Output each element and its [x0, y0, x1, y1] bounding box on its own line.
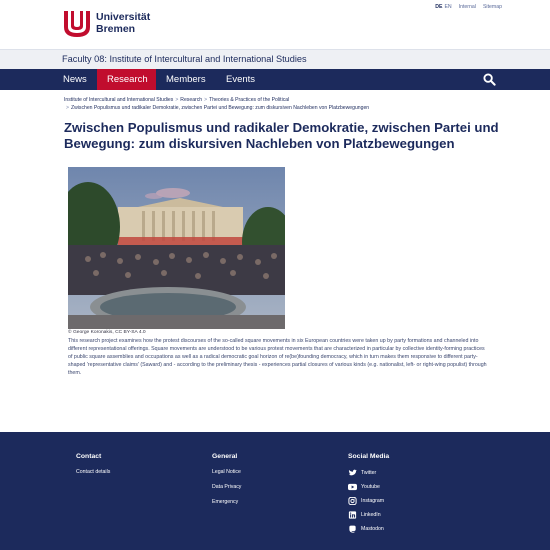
social-link-youtube[interactable] [348, 483, 389, 491]
sitemap-link[interactable]: Sitemap [482, 4, 502, 10]
social-link-twitter[interactable] [348, 469, 389, 477]
lang-en-link[interactable]: EN [444, 4, 452, 10]
breadcrumb-item[interactable]: Theories & Practices of the Political [209, 97, 290, 103]
lang-de-link[interactable]: DE [435, 4, 443, 10]
top-links [435, 4, 502, 10]
social-label: Youtube [361, 484, 380, 490]
footer-general-heading: General [212, 453, 238, 460]
social-link-mastodon[interactable] [348, 525, 389, 533]
youtube-icon [348, 483, 357, 491]
image-caption: © George Koronakis, CC BY-SA 4.0 [68, 330, 146, 335]
data-privacy-link[interactable]: Data Privacy [212, 484, 242, 490]
breadcrumb-current: Zwischen Populismus und radikaler Demokratie, zwischen Partei und Bewegung: zum diskursiven Nachleben von Platzbewegungen [70, 104, 370, 111]
language-switch [435, 4, 451, 10]
legal-notice-link[interactable]: Legal Notice [212, 469, 241, 475]
university-logo[interactable] [62, 9, 182, 43]
main-nav [0, 69, 550, 90]
mastodon-icon [348, 525, 357, 533]
search-icon[interactable] [483, 73, 496, 86]
footer-general [212, 453, 241, 514]
twitter-icon [348, 469, 357, 477]
footer-social [348, 453, 389, 539]
faculty-title[interactable]: Faculty 08: Institute of Intercultural and International Studies [62, 54, 307, 64]
internal-link[interactable]: Internal [458, 4, 476, 10]
linkedin-icon [348, 511, 357, 519]
breadcrumb-item[interactable]: Research [180, 97, 203, 103]
social-label: Mastodon [361, 526, 384, 532]
instagram-icon [348, 497, 357, 505]
site-header [0, 0, 550, 49]
emergency-link[interactable]: Emergency [212, 499, 239, 505]
project-photo [68, 167, 285, 329]
social-label: Twitter [361, 470, 377, 476]
logo-text-line1: Universität [96, 11, 151, 23]
social-link-linkedin[interactable] [348, 511, 389, 519]
footer-contact [76, 453, 110, 484]
nav-item-events[interactable]: Events [226, 74, 256, 85]
university-logo-icon [62, 9, 92, 39]
nav-item-members[interactable]: Members [166, 74, 206, 85]
project-description: This research project examines how the protest discourses of the so-called square movements in six European countries were taken up by party formations and channeled into different representational offerings. Square movements are understood to be various protest movements that are characterized in particular by collective identity-forming practices of public square assemblies and occupations as well as a radical democratic goal horizon of re(be)founding democracy, which in turn makes them responsive to different party-shaped 'representative claims' (Saward) and - according to the preliminary thesis - experiences partial closures of various kinds (e.g. nationalist, left- or right-wing populist) through them. [68, 338, 487, 376]
breadcrumb: Institute of Intercultural and International Studies > Research > Theories & Practices of the Political > Zwischen Populismus und radikaler Demokratie, zwischen Partei und Bewegung: zum diskursiven Nachleben von Platzbewegungen [64, 97, 370, 111]
square-protest-photo [68, 167, 285, 329]
page-title: Zwischen Populismus und radikaler Demokratie, zwischen Partei und Bewegung: zum diskursiven Nachleben von Platzbewegungen [64, 120, 499, 151]
nav-item-news[interactable]: News [63, 74, 87, 85]
nav-item-research[interactable]: Research [97, 69, 156, 90]
breadcrumb-item[interactable]: Institute of Intercultural and International Studies [64, 97, 174, 103]
logo-text-line2: Bremen [96, 23, 136, 35]
social-link-instagram[interactable] [348, 497, 389, 505]
footer-contact-heading: Contact [76, 453, 102, 460]
footer-social-heading: Social Media [348, 453, 390, 460]
social-label: LinkedIn [361, 512, 381, 518]
contact-details-link[interactable]: Contact details [76, 469, 111, 475]
faculty-bar [0, 49, 550, 69]
site-footer [0, 432, 550, 550]
social-label: Instagram [361, 498, 385, 504]
